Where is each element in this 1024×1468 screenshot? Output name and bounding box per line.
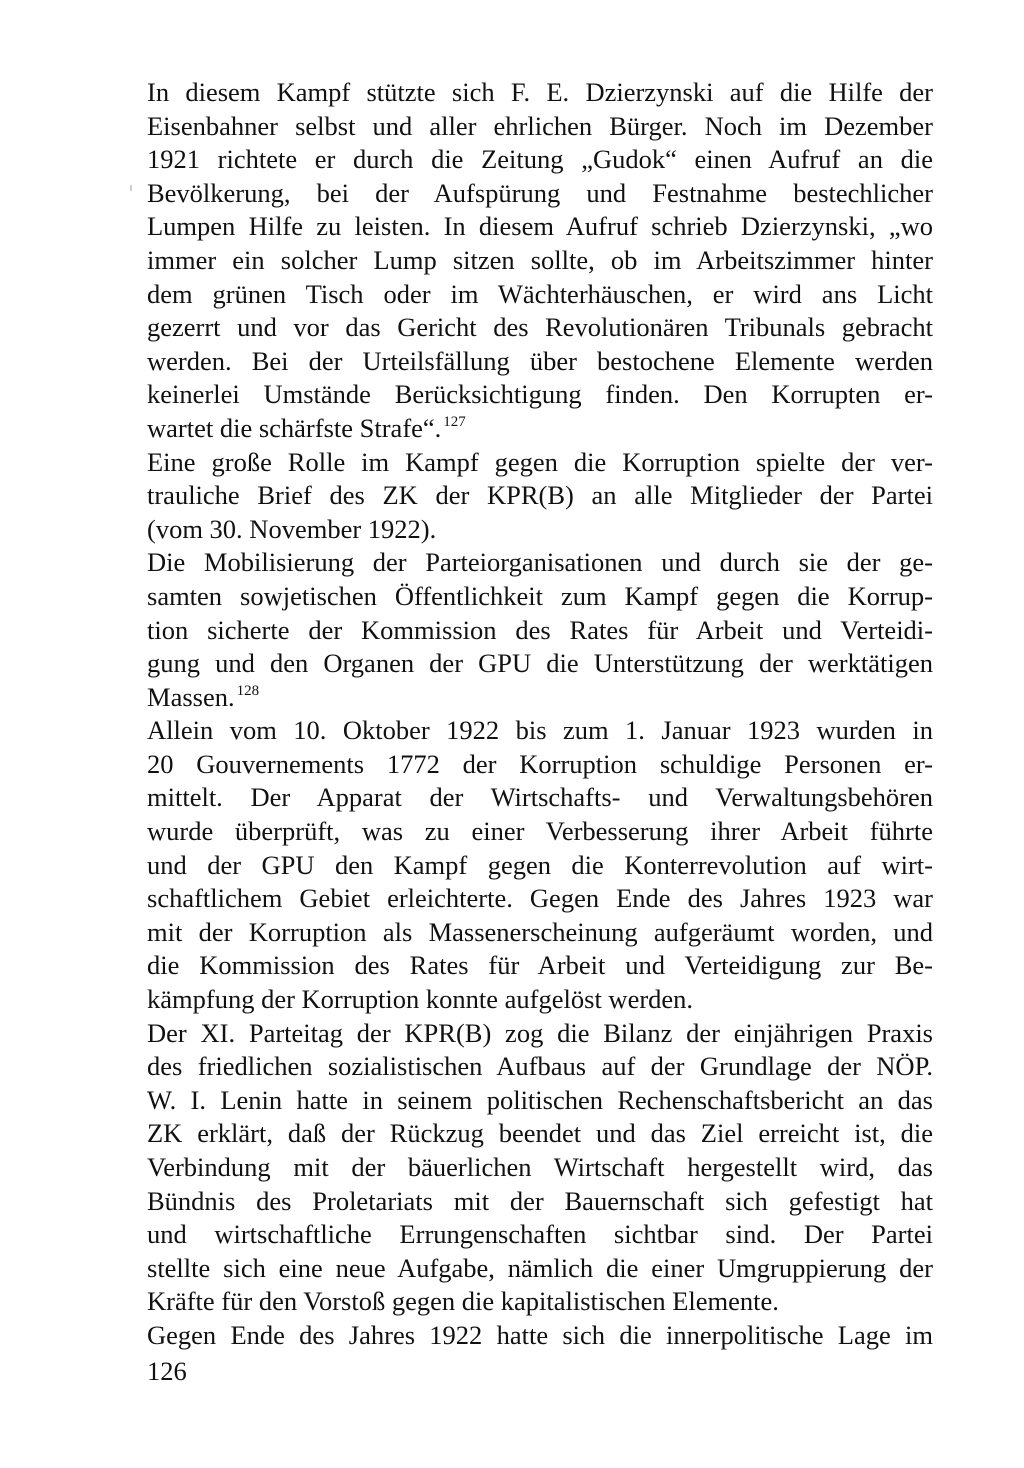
text-line: (vom 30. November 1922). bbox=[147, 513, 437, 544]
text-line: trauliche Brief des ZK der KPR(B) an alle Mitglieder der Partei bbox=[147, 480, 933, 511]
text-line: 1921 richtete er durch die Zeitung „Gudok“ einen Aufruf an die bbox=[147, 144, 933, 175]
page-body bbox=[147, 76, 933, 1353]
text-line: tion sicherte der Kommission des Rates für Arbeit und Verteidi- bbox=[147, 614, 933, 645]
text-line: gezerrt und vor das Gericht des Revolutionären Tribunals gebracht bbox=[147, 312, 933, 343]
text-line: Eine große Rolle im Kampf gegen die Korruption spielte der ver- bbox=[147, 446, 933, 477]
page-number: 126 bbox=[147, 1356, 187, 1386]
text-line: und wirtschaftliche Errungenschaften sichtbar sind. Der Partei bbox=[147, 1219, 933, 1250]
text-line: Eisenbahner selbst und aller ehrlichen Bürger. Noch im Dezember bbox=[147, 110, 933, 141]
text-line: Die Mobilisierung der Parteiorganisationen und durch sie der ge- bbox=[147, 547, 933, 578]
text-line: des friedlichen sozialistischen Aufbaus auf der Grundlage der NÖP. bbox=[147, 1051, 933, 1082]
text-line: keinerlei Umstände Berücksichtigung finden. Den Korrupten er- bbox=[147, 379, 933, 410]
text-line: Verbindung mit der bäuerlichen Wirtschaft hergestellt wird, das bbox=[147, 1152, 933, 1182]
text-line: Kräfte für den Vorstoß gegen die kapitalistischen Elemente. bbox=[147, 1286, 779, 1317]
footnote-marker: 127 bbox=[443, 413, 466, 430]
text-line: samten sowjetischen Öffentlichkeit zum Kampf gegen die Korrup- bbox=[147, 580, 933, 611]
paragraph bbox=[147, 714, 933, 1016]
text-line bbox=[147, 412, 933, 446]
text-line: und der GPU den Kampf gegen die Konterrevolution auf wirt- bbox=[147, 849, 933, 880]
text-line: stellte sich eine neue Aufgabe, nämlich die einer Umgruppierung der bbox=[147, 1252, 933, 1283]
text-line: schaftlichem Gebiet erleichterte. Gegen Ende des Jahres 1923 war bbox=[147, 883, 933, 914]
line-text: wartet die schärfste Strafe“. bbox=[147, 412, 442, 443]
text-line: Allein vom 10. Oktober 1922 bis zum 1. Januar 1923 wurden in bbox=[147, 715, 933, 746]
paragraph bbox=[147, 1319, 933, 1353]
text-line: 20 Gouvernements 1772 der Korruption schuldige Personen er- bbox=[147, 748, 933, 779]
text-line: die Kommission des Rates für Arbeit und Verteidigung zur Be- bbox=[147, 950, 933, 981]
footnote-marker: 128 bbox=[236, 682, 260, 699]
text-line: Gegen Ende des Jahres 1922 hatte sich die innerpolitische Lage im bbox=[147, 1319, 933, 1350]
text-line: Bevölkerung, bei der Aufspürung und Festnahme bestechlicher bbox=[147, 177, 933, 208]
line-text: Massen. bbox=[147, 681, 235, 712]
text-line: dem grünen Tisch oder im Wächterhäuschen, er wird ans Licht bbox=[147, 278, 933, 309]
text-line: In diesem Kampf stützte sich F. E. Dzierzynski auf die Hilfe der bbox=[147, 77, 933, 107]
paragraph bbox=[147, 1017, 933, 1319]
text-line: gung und den Organen der GPU die Unterstützung der werktätigen bbox=[147, 648, 933, 679]
paragraph bbox=[147, 546, 933, 714]
paragraph bbox=[147, 446, 933, 547]
text-line: W. I. Lenin hatte in seinem politischen Rechenschaftsbericht an das bbox=[147, 1084, 933, 1115]
text-line: kämpfung der Korruption konnte aufgelöst werden. bbox=[147, 984, 694, 1015]
scan-speck bbox=[130, 185, 132, 191]
text-line: Bündnis des Proletariats mit der Bauernschaft sich gefestigt hat bbox=[147, 1185, 933, 1216]
text-line: wurde überprüft, was zu einer Verbesserung ihrer Arbeit führte bbox=[147, 816, 933, 847]
text-line bbox=[147, 681, 933, 715]
paragraph bbox=[147, 76, 933, 446]
text-line: immer ein solcher Lump sitzen sollte, ob im Arbeitszimmer hinter bbox=[147, 244, 933, 275]
text-line: Der XI. Parteitag der KPR(B) zog die Bilanz der einjährigen Praxis bbox=[147, 1017, 933, 1048]
text-line: mit der Korruption als Massenerscheinung aufgeräumt worden, und bbox=[147, 916, 933, 947]
text-line: Lumpen Hilfe zu leisten. In diesem Aufruf schrieb Dzierzynski, „wo bbox=[147, 211, 933, 242]
text-line: ZK erklärt, daß der Rückzug beendet und das Ziel erreicht ist, die bbox=[147, 1118, 933, 1149]
text-line: mittelt. Der Apparat der Wirtschafts- und Verwaltungsbehören bbox=[147, 782, 933, 813]
text-line: werden. Bei der Urteilsfällung über bestochene Elemente werden bbox=[147, 345, 933, 376]
